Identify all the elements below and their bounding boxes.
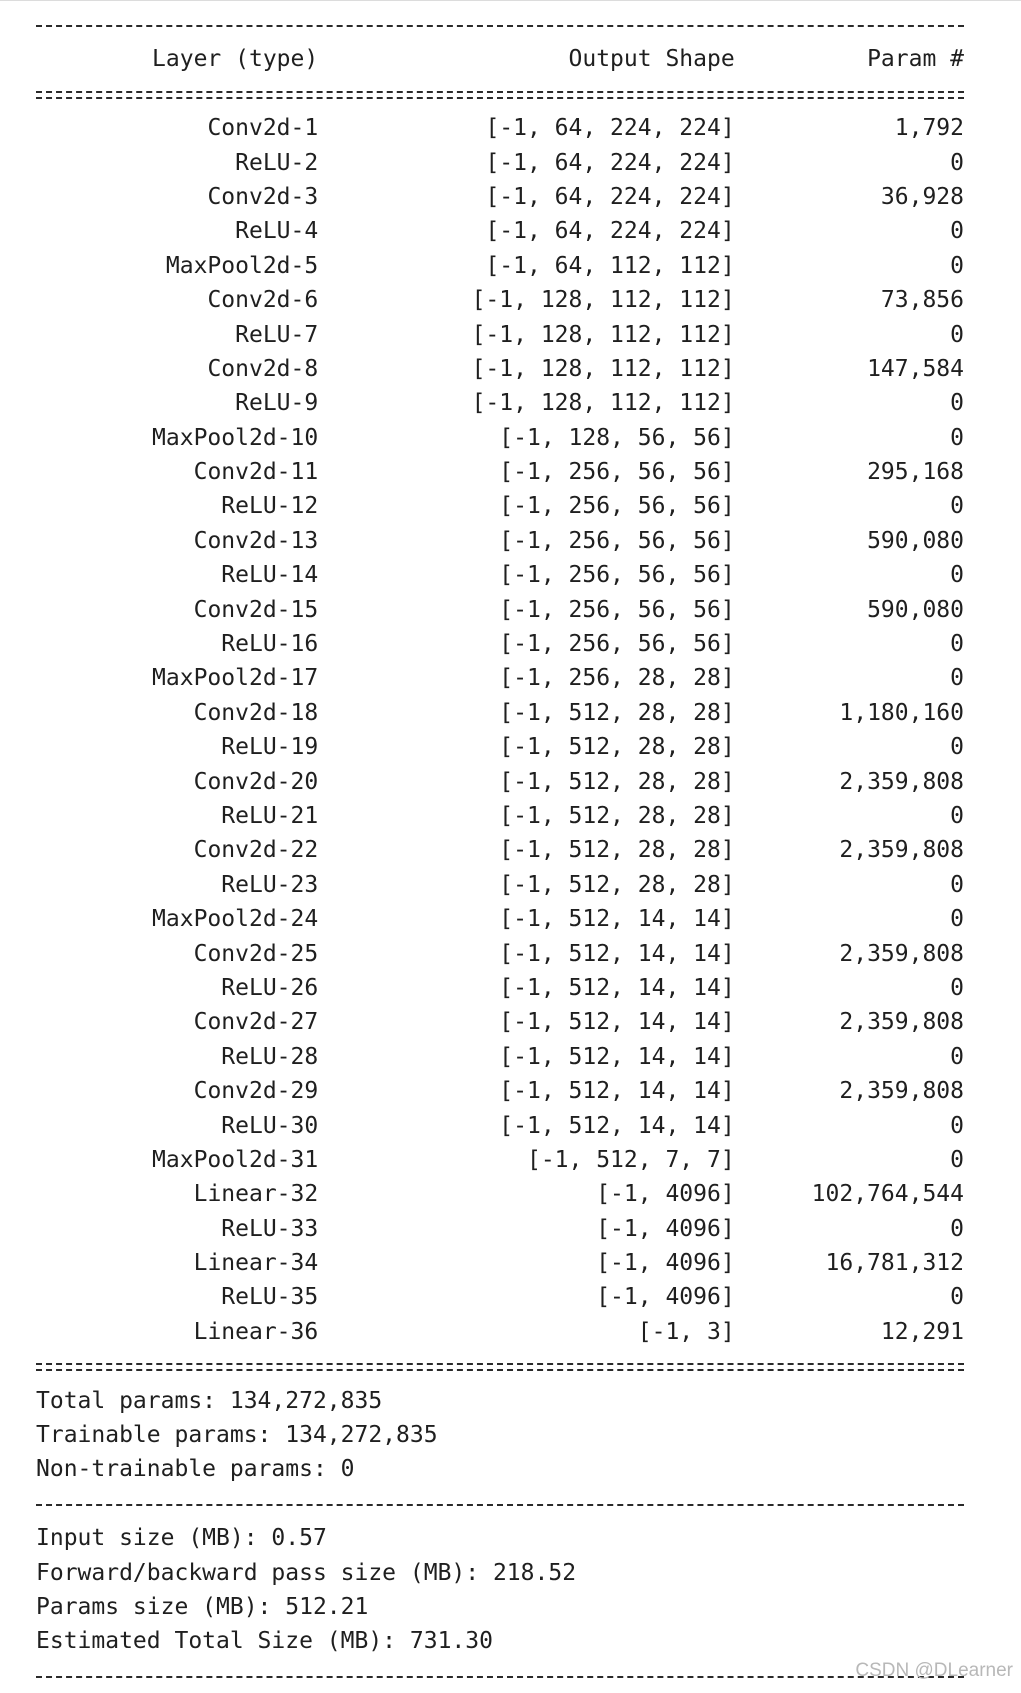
output-shape: [-1, 256, 56, 56] [499, 596, 735, 623]
trainable-params: Trainable params: 134,272,835 [36, 1422, 438, 1449]
table-row [36, 1143, 964, 1177]
table-row [36, 1212, 964, 1246]
table-row [36, 283, 964, 317]
layer-name: Linear-32 [193, 1181, 319, 1208]
table-row [36, 318, 964, 352]
table-row [36, 696, 964, 730]
layer-name: MaxPool2d-24 [152, 906, 319, 933]
output-shape: [-1, 512, 28, 28] [499, 871, 735, 898]
header-output-shape: Output Shape [568, 46, 735, 73]
param-count: 0 [950, 562, 964, 589]
table-row [36, 180, 964, 214]
param-count: 590,080 [867, 527, 964, 554]
output-shape: [-1, 512, 28, 28] [499, 734, 735, 761]
output-shape: [-1, 512, 14, 14] [499, 1043, 735, 1070]
param-count: 0 [950, 1284, 964, 1311]
table-row [36, 730, 964, 764]
param-count: 0 [950, 1112, 964, 1139]
param-count: 1,180,160 [839, 699, 964, 726]
output-shape: [-1, 256, 28, 28] [499, 665, 735, 692]
output-shape: [-1, 512, 28, 28] [499, 699, 735, 726]
table-row [36, 1040, 964, 1074]
table-row [36, 1280, 964, 1314]
param-count: 295,168 [867, 459, 964, 486]
param-count: 0 [950, 1215, 964, 1242]
layer-name: Conv2d-22 [193, 837, 319, 864]
layer-name: Conv2d-1 [207, 115, 319, 142]
layer-table-body [36, 111, 964, 1349]
param-count: 0 [950, 321, 964, 348]
layer-name: ReLU-19 [221, 734, 319, 761]
output-shape: [-1, 128, 112, 112] [471, 390, 735, 417]
layer-name: MaxPool2d-5 [165, 252, 319, 279]
layer-name: MaxPool2d-10 [152, 424, 319, 451]
output-shape: [-1, 256, 56, 56] [499, 493, 735, 520]
table-row [36, 524, 964, 558]
param-count: 36,928 [880, 183, 964, 210]
top-border [0, 0, 1021, 1]
layer-name: ReLU-23 [221, 871, 319, 898]
param-count: 0 [950, 218, 964, 245]
table-row [36, 489, 964, 523]
param-count: 0 [950, 493, 964, 520]
output-shape: [-1, 128, 112, 112] [471, 355, 735, 382]
output-shape: [-1, 512, 7, 7] [526, 1146, 735, 1173]
output-shape: [-1, 256, 56, 56] [499, 562, 735, 589]
output-shape: [-1, 512, 14, 14] [499, 940, 735, 967]
layer-name: ReLU-35 [221, 1284, 319, 1311]
layer-name: Conv2d-20 [193, 768, 319, 795]
dashed-rule-middle [36, 1487, 964, 1521]
output-shape: [-1, 256, 56, 56] [499, 527, 735, 554]
layer-name: ReLU-14 [221, 562, 319, 589]
non-trainable-params: Non-trainable params: 0 [36, 1456, 355, 1483]
param-count: 0 [950, 252, 964, 279]
table-row [36, 1109, 964, 1143]
layer-name: ReLU-21 [221, 802, 319, 829]
param-count: 0 [950, 734, 964, 761]
table-row [36, 833, 964, 867]
table-row [36, 249, 964, 283]
total-params: Total params: 134,272,835 [36, 1387, 383, 1414]
output-shape: [-1, 512, 14, 14] [499, 1078, 735, 1105]
layer-name: Conv2d-6 [207, 287, 319, 314]
table-row [36, 111, 964, 145]
header-layer-type: Layer (type) [152, 46, 319, 73]
table-row [36, 627, 964, 661]
param-count: 0 [950, 149, 964, 176]
param-count: 2,359,808 [839, 768, 964, 795]
layer-name: ReLU-7 [235, 321, 319, 348]
table-row [36, 1315, 964, 1349]
table-row [36, 799, 964, 833]
param-count: 0 [950, 1043, 964, 1070]
output-shape: [-1, 64, 224, 224] [485, 149, 735, 176]
output-shape: [-1, 512, 14, 14] [499, 906, 735, 933]
params-size: Params size (MB): 512.21 [36, 1593, 369, 1620]
layer-name: Conv2d-29 [193, 1078, 319, 1105]
table-row [36, 971, 964, 1005]
table-row [36, 765, 964, 799]
output-shape: [-1, 128, 56, 56] [499, 424, 735, 451]
layer-name: ReLU-33 [221, 1215, 319, 1242]
layer-name: MaxPool2d-17 [152, 665, 319, 692]
output-shape: [-1, 256, 56, 56] [499, 459, 735, 486]
model-summary [36, 8, 964, 1693]
table-row [36, 1177, 964, 1211]
layer-name: Linear-34 [193, 1250, 319, 1277]
layer-name: Conv2d-13 [193, 527, 319, 554]
param-count: 590,080 [867, 596, 964, 623]
output-shape: [-1, 512, 14, 14] [499, 1009, 735, 1036]
layer-name: Conv2d-25 [193, 940, 319, 967]
table-row [36, 386, 964, 420]
param-count: 0 [950, 390, 964, 417]
layer-name: ReLU-9 [235, 390, 319, 417]
layer-name: MaxPool2d-31 [152, 1146, 319, 1173]
output-shape: [-1, 512, 28, 28] [499, 802, 735, 829]
param-count: 2,359,808 [839, 1009, 964, 1036]
layer-name: Conv2d-18 [193, 699, 319, 726]
layer-name: Conv2d-11 [193, 459, 319, 486]
param-count: 1,792 [894, 115, 964, 142]
param-count: 0 [950, 871, 964, 898]
output-shape: [-1, 4096] [596, 1250, 735, 1277]
output-shape: [-1, 512, 28, 28] [499, 837, 735, 864]
table-row [36, 937, 964, 971]
table-row [36, 214, 964, 248]
table-row [36, 558, 964, 592]
param-count: 0 [950, 1146, 964, 1173]
layer-name: ReLU-28 [221, 1043, 319, 1070]
table-row [36, 661, 964, 695]
header-param-count: Param # [867, 46, 964, 73]
dashed-rule-top [36, 8, 964, 42]
param-count: 16,781,312 [825, 1250, 964, 1277]
param-count: 102,764,544 [811, 1181, 964, 1208]
param-count: 0 [950, 974, 964, 1001]
table-row [36, 421, 964, 455]
output-shape: [-1, 512, 14, 14] [499, 1112, 735, 1139]
table-row [36, 146, 964, 180]
layer-name: Conv2d-8 [207, 355, 319, 382]
layer-name: Linear-36 [193, 1318, 319, 1345]
param-count: 0 [950, 906, 964, 933]
layer-name: Conv2d-3 [207, 183, 319, 210]
output-shape: [-1, 4096] [596, 1181, 735, 1208]
output-shape: [-1, 4096] [596, 1215, 735, 1242]
param-count: 2,359,808 [839, 837, 964, 864]
param-count: 2,359,808 [839, 940, 964, 967]
table-row [36, 593, 964, 627]
output-shape: [-1, 512, 28, 28] [499, 768, 735, 795]
watermark: CSDN @DLearner [855, 1660, 1013, 1681]
layer-name: ReLU-4 [235, 218, 319, 245]
table-row [36, 1246, 964, 1280]
output-shape: [-1, 256, 56, 56] [499, 631, 735, 658]
param-count: 2,359,808 [839, 1078, 964, 1105]
output-shape: [-1, 64, 112, 112] [485, 252, 735, 279]
table-row [36, 1005, 964, 1039]
output-shape: [-1, 128, 112, 112] [471, 287, 735, 314]
param-count: 0 [950, 424, 964, 451]
dashed-rule-bottom [36, 1659, 964, 1693]
layer-name: ReLU-2 [235, 149, 319, 176]
output-shape: [-1, 64, 224, 224] [485, 218, 735, 245]
table-header [36, 42, 964, 76]
layer-name: ReLU-26 [221, 974, 319, 1001]
layer-name: ReLU-30 [221, 1112, 319, 1139]
table-row [36, 902, 964, 936]
param-count: 0 [950, 665, 964, 692]
param-count: 0 [950, 631, 964, 658]
layer-name: Conv2d-27 [193, 1009, 319, 1036]
layer-name: ReLU-16 [221, 631, 319, 658]
forward-backward-size: Forward/backward pass size (MB): 218.52 [36, 1559, 577, 1586]
param-count: 0 [950, 802, 964, 829]
output-shape: [-1, 512, 14, 14] [499, 974, 735, 1001]
output-shape: [-1, 64, 224, 224] [485, 183, 735, 210]
output-shape: [-1, 64, 224, 224] [485, 115, 735, 142]
output-shape: [-1, 4096] [596, 1284, 735, 1311]
table-row [36, 1074, 964, 1108]
table-row [36, 868, 964, 902]
param-count: 73,856 [880, 287, 964, 314]
layer-name: ReLU-12 [221, 493, 319, 520]
param-count: 12,291 [880, 1318, 964, 1345]
output-shape: [-1, 3] [637, 1318, 735, 1345]
output-shape: [-1, 128, 112, 112] [471, 321, 735, 348]
layer-name: Conv2d-15 [193, 596, 319, 623]
table-row [36, 352, 964, 386]
table-row [36, 455, 964, 489]
input-size: Input size (MB): 0.57 [36, 1525, 327, 1552]
estimated-total-size: Estimated Total Size (MB): 731.30 [36, 1628, 493, 1655]
double-rule-footer [36, 1349, 964, 1383]
double-rule-header [36, 77, 964, 111]
param-count: 147,584 [867, 355, 964, 382]
